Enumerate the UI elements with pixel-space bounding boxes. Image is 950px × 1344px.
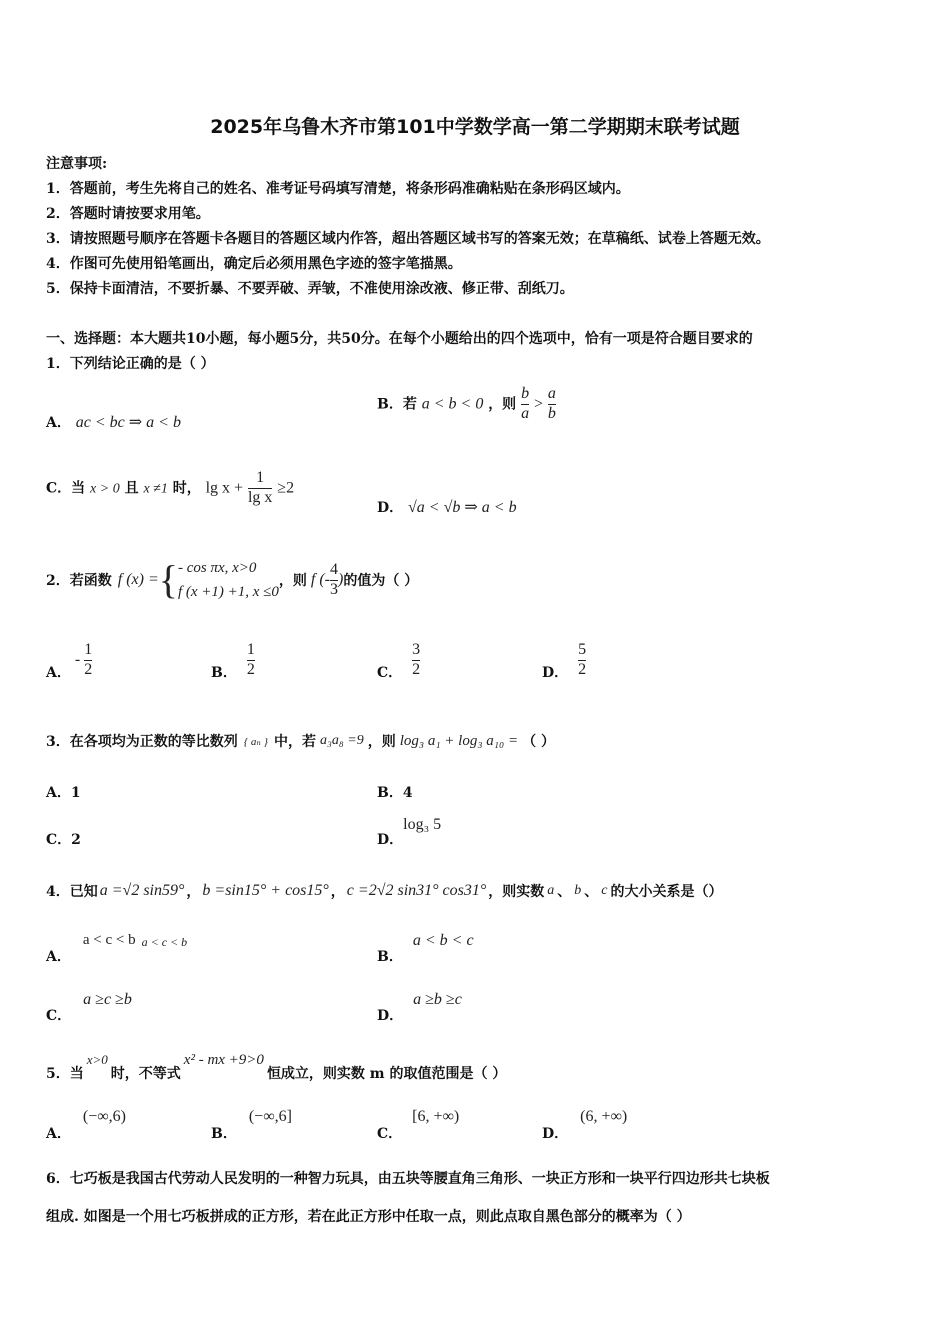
option-math: > [533,395,543,413]
stem-math: b =sin15° + cos15° [202,882,329,899]
option-label: C． [377,1126,403,1142]
option-label: C． [377,665,403,681]
q4-option-c [46,991,132,1025]
q2-option-d [542,638,586,682]
stem-text: 3．在各项均为正数的等比数列 [46,734,238,750]
option-value: log₃ 5 [403,816,442,833]
q2-option-c [377,638,420,682]
option-label: A． [46,1126,71,1142]
option-math: a ≥c ≥b [83,991,132,1008]
option-label: D． [377,500,404,516]
option-label: D． [542,665,569,681]
q5-stem [46,1052,506,1083]
option-label: D． [542,1126,569,1142]
notice-item: 3．请按照题号顺序在答题卡各题目的答题区域内作答，超出答题区域书写的答案无效；在草稿纸、试卷上答题无效。 [46,231,770,247]
stem-math: b [574,883,582,898]
option-label: D． [377,1008,404,1024]
notice-item: 4．作图可先使用铅笔画出，确定后必须用黑色字迹的签字笔描黑。 [46,256,462,272]
q6-stem-line1: 6．七巧板是我国古代劳动人民发明的一种智力玩具，由五块等腰直角三角形、一块正方形和一块平行四边形共七块板 [46,1171,770,1187]
q4-option-d [377,991,462,1025]
option-math: x ≠1 [143,481,168,497]
option-label: D． [377,832,404,848]
stem-math: f (x) = [117,571,159,588]
fraction: $\frac{4}{3}$ [330,560,339,598]
option-label: A． [46,665,71,681]
q4-stem [46,876,723,906]
q3-option-b [377,782,413,802]
fraction: $\frac{1}{2}$ [84,640,93,678]
stem-text: 的值为（ ） [343,573,419,589]
case-line: - cos πx, x>0 [177,560,257,576]
stem-text: ，则实数 [488,884,545,900]
option-value: 4 [402,785,413,801]
stem-text: 的大小关系是（） [610,884,723,900]
stem-math: x² - mx +9>0 [183,1052,264,1068]
stem-text: 5．当 [46,1066,84,1082]
section-heading: 一、选择题：本大题共10小题，每小题5分，共50分。在每个小题给出的四个选项中，恰有一项是符合题目要求的 [46,331,753,347]
stem-math: x>0 [86,1052,108,1067]
option-label: B． [377,949,403,965]
stem-math: a [547,883,555,898]
q3-option-d [377,816,441,849]
fraction: $\frac{1}{2}$ [246,640,255,678]
option-label: A． [46,785,71,801]
option-math: a ≥b ≥c [413,991,462,1008]
stem-math: a =√2 sin59° [99,882,185,899]
option-text: ，则 [488,396,517,413]
q1-stem: 1．下列结论正确的是（ ） [46,356,215,372]
stem-math: a₃a₈ =9 [320,733,364,748]
fraction: $\frac{5}{2}$ [578,640,587,678]
stem-math: log₃ a₁ + log₃ a₁₀ = [399,732,519,749]
option-math: √a < √b ⇒ a < b [408,499,517,516]
option-label: C． [46,832,72,848]
stem-text: ，则 [278,573,307,589]
stem-text: ，则 [367,734,396,750]
option-text: 且 [124,480,139,497]
q5-option-d [542,1108,627,1143]
option-math: (−∞,6) [82,1108,126,1125]
option-value: 1 [70,785,81,801]
option-value: 2 [71,832,81,848]
option-math: [6, +∞) [412,1108,460,1125]
q3-option-c [46,829,81,849]
option-label: C． [46,1008,72,1024]
option-text: 时， [172,480,201,497]
option-label: B．若 [377,396,417,413]
piecewise [178,556,279,604]
q1-option-c [46,470,294,507]
option-math: (−∞,6] [248,1108,292,1125]
stem-text: 恒成立，则实数 m 的取值范围是（ ） [266,1066,507,1082]
q4-option-b [377,932,474,966]
option-math: - [74,651,81,668]
option-math: a < b < 0 [421,395,484,413]
option-label: A． [46,949,71,965]
stem-text: 4．已知 [46,884,98,900]
q1-option-b [377,386,556,423]
stem-text: 时，不等式 [110,1066,181,1082]
option-math: a < c < b [82,932,136,948]
notice-item: 1．答题前，考生先将自己的姓名、准考证号码填写清楚，将条形码准确粘贴在条形码区域内。 [46,181,630,197]
stem-text: 、 [557,884,572,900]
stem-math: c =2√2 sin31° cos31° [346,882,487,899]
option-label: B． [377,785,403,801]
option-math: a < b < c [412,932,474,949]
fraction: $\frac{1}{\text{lg x}}$ [247,469,273,506]
q3-stem [46,726,555,756]
q5-option-c [377,1108,459,1143]
option-math: (6, +∞) [580,1108,628,1125]
fraction: $\frac{a}{b}$ [547,385,556,422]
option-math: a < c < b [141,935,188,949]
brace: { [158,557,178,602]
q1-option-d [377,497,517,517]
stem-math: ) [338,571,344,588]
q2-option-a [46,638,92,682]
case-line: f (x +1) +1, x ≤0 [177,584,279,600]
q5-option-b [211,1108,292,1143]
stem-text: 中，若 [274,734,317,750]
stem-math: c [601,883,608,898]
option-label: A． [46,415,71,431]
notice-item: 5．保持卡面清洁，不要折暴、不要弄破、弄皱，不准使用涂改液、修正带、刮纸刀。 [46,281,574,297]
stem-text: 、 [584,884,599,900]
option-math: ≥2 [277,479,295,497]
option-math: lg x + [205,479,244,497]
notice-heading: 注意事项: [46,156,108,172]
stem-text: 2．若函数 [46,573,112,589]
page-title: 2025年乌鲁木齐市第101中学数学高一第二学期期末联考试题 [210,116,740,138]
q6-stem-line2: 组成. 如图是一个用七巧板拼成的正方形，若在此正方形中任取一点，则此点取自黑色部分的概率为（ ） [46,1209,691,1225]
stem-text: ， [330,884,345,900]
option-math: ac < bc ⇒ a < b [75,414,181,431]
stem-text: ， [186,884,201,900]
stem-math: { aₙ } [243,735,269,748]
option-label: B． [211,665,237,681]
stem-math: f (- [310,571,331,588]
q3-option-a [46,782,81,802]
q5-option-a [46,1108,126,1143]
q2-option-b [211,638,255,682]
option-label: B． [211,1126,237,1142]
fraction: $\frac{3}{2}$ [412,640,421,678]
fraction: $\frac{b}{a}$ [521,385,530,422]
option-label: C．当 [46,480,86,497]
stem-text: （ ） [522,734,555,750]
notice-item: 2．答题时请按要求用笔。 [46,206,210,222]
q1-option-a [46,412,181,432]
q2-stem [46,550,418,610]
q4-option-a [46,932,187,966]
option-math: x > 0 [90,481,120,497]
